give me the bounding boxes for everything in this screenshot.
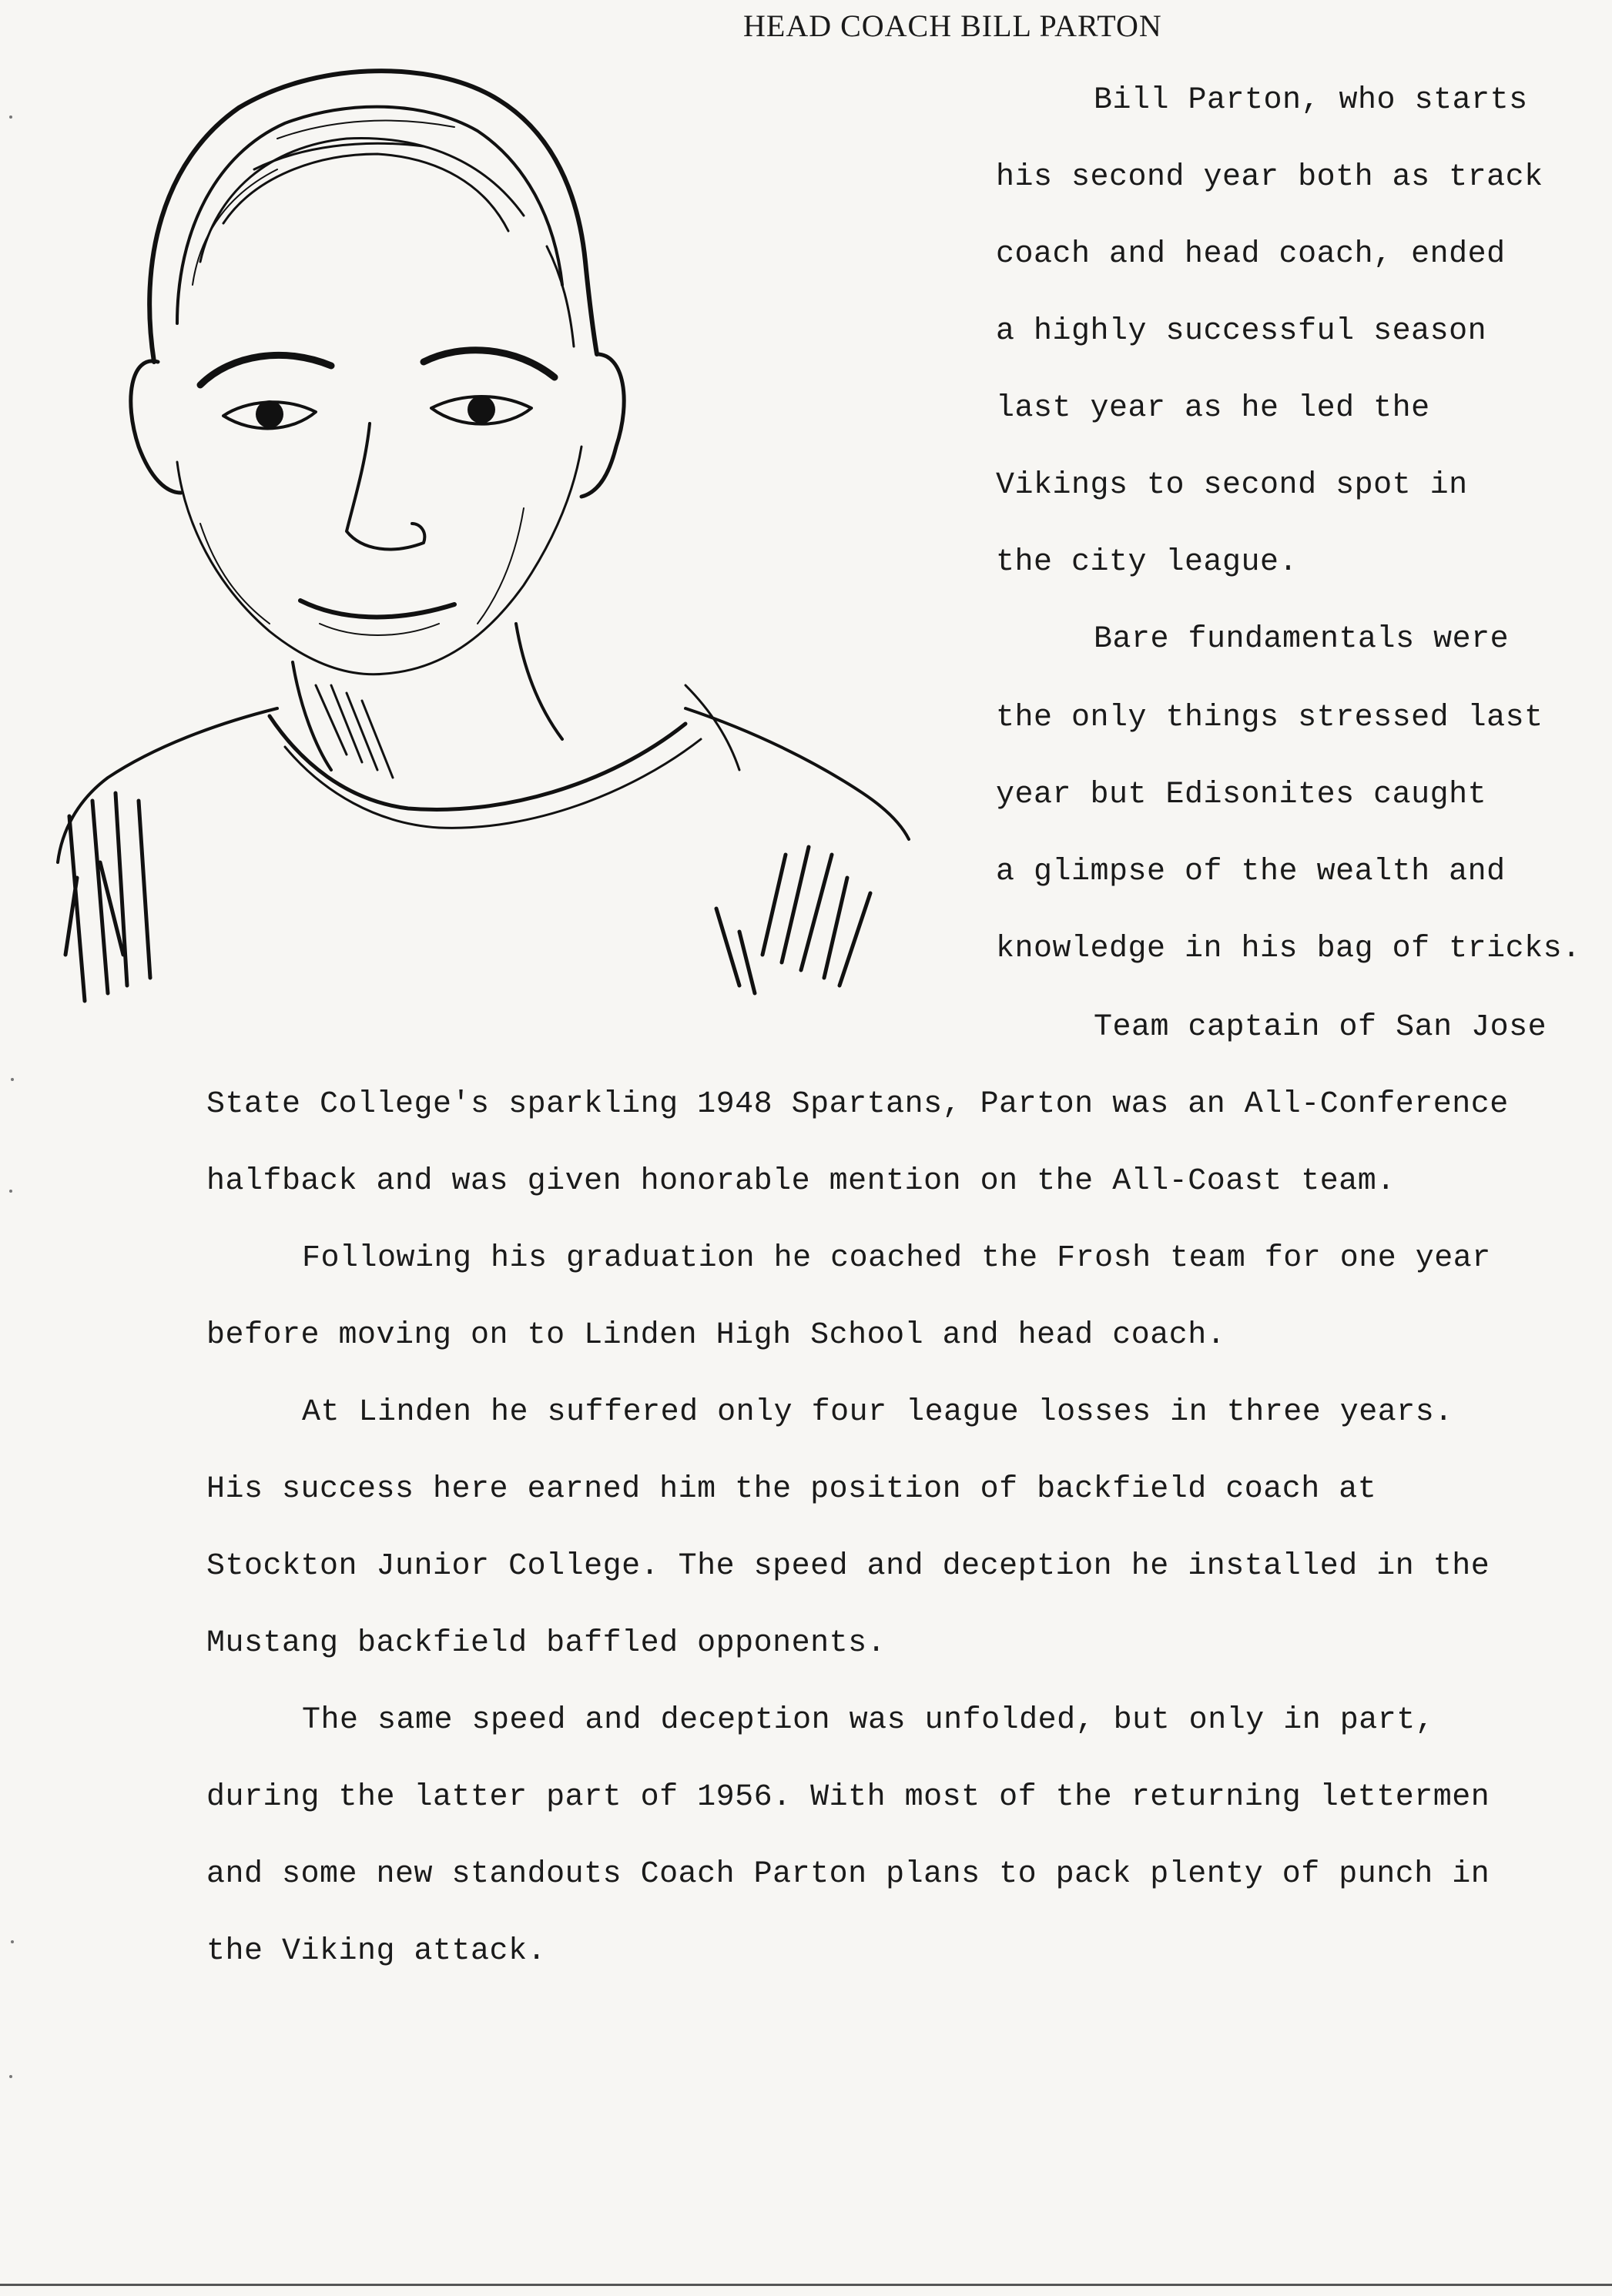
text-line: Mustang backfield baffled opponents. xyxy=(206,1626,886,1661)
text-line: The same speed and deception was unfolded, but only in part, xyxy=(302,1703,1435,1738)
mouth xyxy=(300,601,454,617)
right-eyebrow xyxy=(424,350,555,377)
portrait-sketch xyxy=(23,31,932,1016)
text-line: coach and head coach, ended xyxy=(996,237,1506,272)
text-line: his second year both as track xyxy=(996,160,1543,195)
right-eye xyxy=(468,396,495,423)
text-line: His success here earned him the position of backfield coach at xyxy=(206,1472,1377,1507)
text-line: Following his graduation he coached the Frosh team for one year xyxy=(302,1241,1491,1276)
text-line: Team captain of San Jose xyxy=(1094,1010,1547,1045)
left-eyebrow xyxy=(200,355,331,385)
text-line: State College's sparkling 1948 Spartans, Parton was an All-Conference xyxy=(206,1087,1509,1122)
collar xyxy=(270,716,685,810)
bottom-edge-rule xyxy=(0,2284,1612,2286)
margin-speck xyxy=(11,1940,14,1943)
text-line: and some new standouts Coach Parton plans to pack plenty of punch in xyxy=(206,1857,1490,1892)
left-ear xyxy=(131,361,181,493)
text-line: the only things stressed last xyxy=(996,701,1543,735)
left-eye xyxy=(256,400,283,428)
text-line: a highly successful season xyxy=(996,314,1487,349)
text-line: halfback and was given honorable mention on the All-Coast team. xyxy=(206,1164,1396,1199)
face-outline xyxy=(177,447,581,674)
text-line: during the latter part of 1956. With most of the returning lettermen xyxy=(206,1780,1490,1815)
text-line: Bare fundamentals were xyxy=(1094,622,1510,657)
margin-speck xyxy=(9,2075,12,2078)
right-ear xyxy=(581,354,624,497)
left-shoulder xyxy=(58,708,277,862)
text-line: Bill Parton, who starts xyxy=(1094,83,1528,118)
text-line: before moving on to Linden High School and head coach. xyxy=(206,1318,1226,1353)
text-line: Vikings to second spot in xyxy=(996,468,1468,503)
nose xyxy=(347,423,424,549)
page-title: HEAD COACH BILL PARTON xyxy=(743,8,1162,43)
margin-speck xyxy=(9,115,12,119)
text-line: Stockton Junior College. The speed and deception he installed in the xyxy=(206,1549,1490,1584)
text-line: the Viking attack. xyxy=(206,1934,547,1969)
margin-speck xyxy=(11,1078,14,1081)
text-line: At Linden he suffered only four league losses in three years. xyxy=(302,1395,1453,1430)
text-line: a glimpse of the wealth and xyxy=(996,855,1506,889)
text-line: last year as he led the xyxy=(996,391,1430,426)
margin-speck xyxy=(9,1190,12,1193)
text-line: knowledge in his bag of tricks. xyxy=(996,932,1581,966)
text-line: the city league. xyxy=(996,545,1299,580)
text-line: year but Edisonites caught xyxy=(996,778,1487,812)
